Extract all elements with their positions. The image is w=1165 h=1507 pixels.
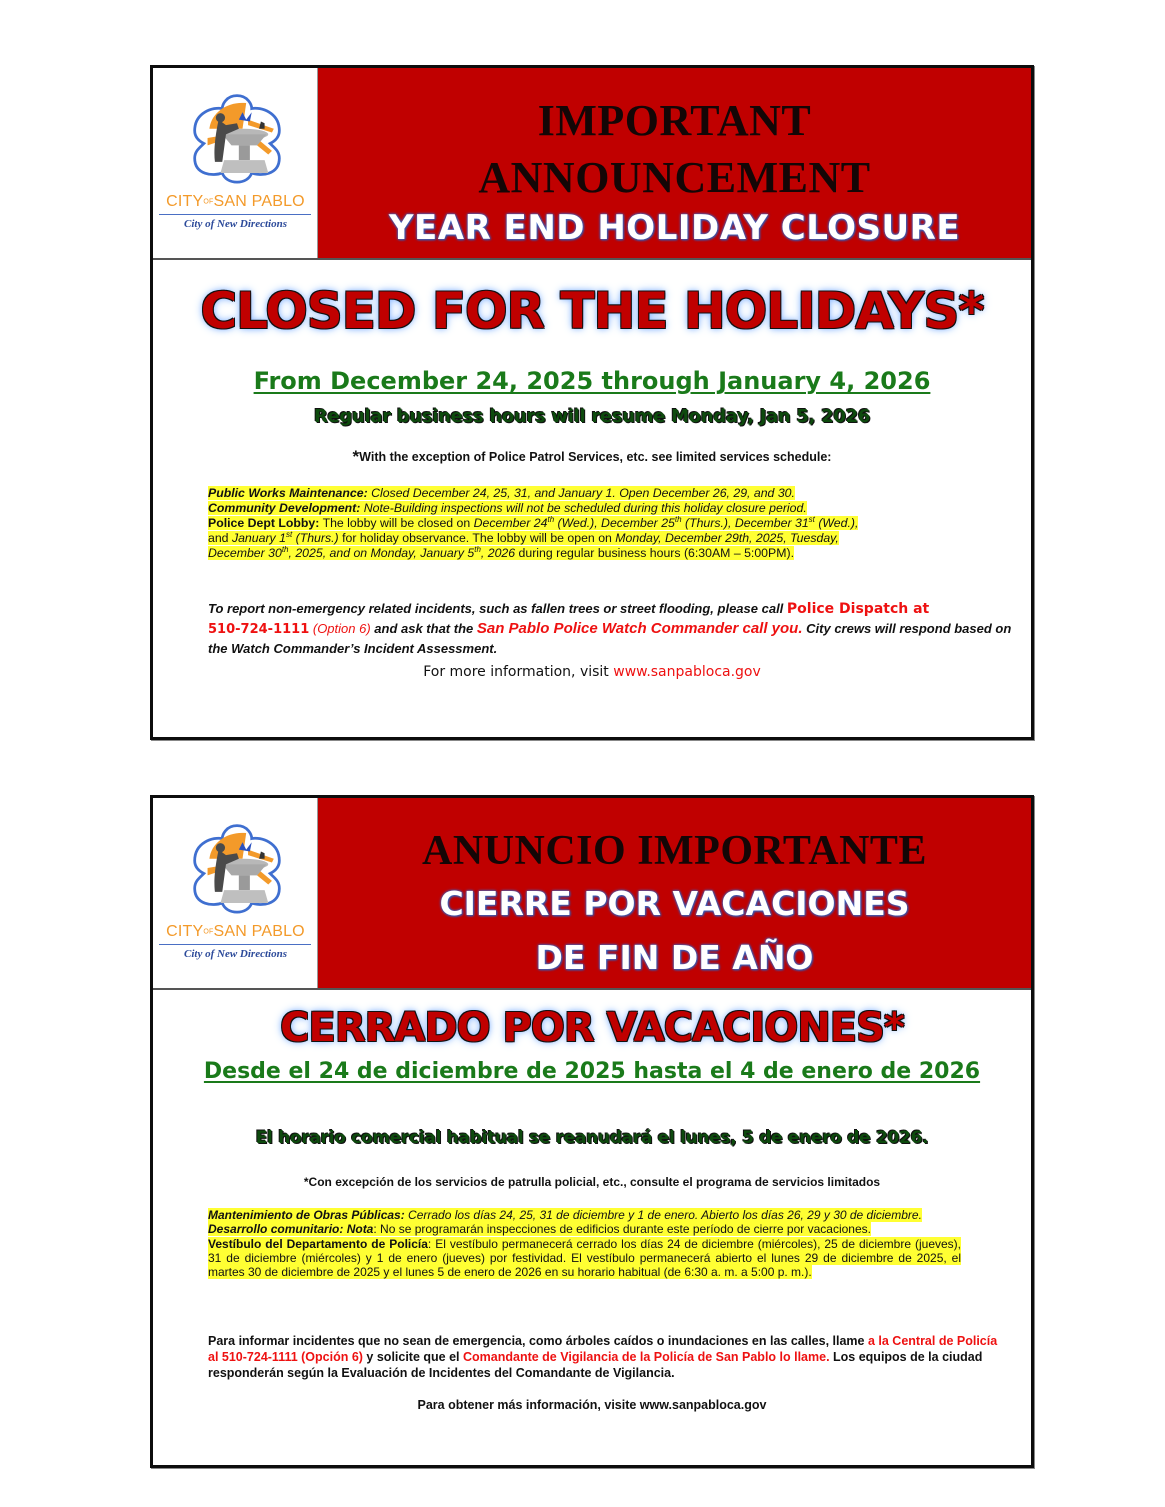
report-instructions: Para informar incidentes que no sean de emergencia, como árboles caídos o inundaciones en las calles, llame a la Central de Policía al 510-724-1111 (Opción 6) y solicite que el Comandante de Vigilancia de la Policía de San Pablo lo llame. Los equipos de la ciudad responderán según la Evaluación de Incidentes del Comandante de Vigilancia. xyxy=(208,1334,998,1380)
city-logo xyxy=(153,798,318,988)
date-range: From December 24, 2025 through January 4, 2026 xyxy=(253,367,931,395)
more-info: Para obtener más información, visite www.sanpabloca.gov xyxy=(417,1398,767,1412)
banner-line-1: ANUNCIO IMPORTANTE xyxy=(422,828,927,874)
logo-divider xyxy=(159,214,311,215)
dispatch-phone[interactable]: 510-724-1111 xyxy=(208,622,310,637)
logo-divider xyxy=(159,944,311,945)
fountain-emblem-icon xyxy=(191,822,283,914)
exception-note: *Con excepción de los servicios de patrulla policial, etc., consulte el programa de servicios limitados xyxy=(303,1175,881,1189)
exception-note: *With the exception of Police Patrol Services, etc. see limited services schedule: xyxy=(352,447,832,466)
notice-header xyxy=(153,798,1031,990)
resume-notice: El horario comercial habitual se reanudará el lunes, 5 de enero de 2026. xyxy=(255,1128,929,1148)
fountain-emblem-icon xyxy=(191,92,283,184)
schedule-public-works: Public Works Maintenance: Closed December 24, 25, 31, and January 1. Open December 26, 29, and 30. xyxy=(208,486,795,500)
date-range: Desde el 24 de diciembre de 2025 hasta el 4 de enero de 2026 xyxy=(203,1059,981,1084)
notice-english xyxy=(150,65,1034,740)
notice-spanish xyxy=(150,795,1034,1468)
schedule-police-lobby: Vestíbulo del Departamento de Policía: El vestíbulo permanecerá cerrado los días 24 de diciembre (miércoles), 25 de diciembre (jueves), 31 de diciembre (miércoles) y 1 de enero (jueves) por festividad. El vestíbulo permanecerá abierto el lunes 29 de diciembre de 2025, el martes 30 de diciembre de 2025 y el lunes 5 de enero de 2026 en su horario habitual (de 6:30 a. m. a 5:00 p. m.). xyxy=(208,1236,961,1280)
schedule-community-development: Desarrollo comunitario: Nota: No se programarán inspecciones de edificios durante este período de cierre por vacaciones. xyxy=(208,1222,871,1237)
banner-line-3: YEAR END HOLIDAY CLOSURE xyxy=(388,208,961,248)
banner-line-1: IMPORTANT xyxy=(537,96,812,145)
banner-line-3: DE FIN DE AÑO xyxy=(535,938,814,977)
logo-tagline: City of New Directions xyxy=(184,948,287,960)
logo-city-name: CITYOFSAN PABLO xyxy=(166,193,305,210)
logo-tagline: City of New Directions xyxy=(184,218,287,230)
banner-line-2: CIERRE POR VACACIONES xyxy=(439,884,910,923)
closed-title: CLOSED FOR THE HOLIDAYS* xyxy=(200,282,984,340)
dispatch-phone[interactable]: a la Central de Policía al 510-724-1111 (Opción 6) xyxy=(208,1334,998,1364)
closed-title: CERRADO POR VACACIONES* xyxy=(280,1005,904,1051)
schedule-public-works: Mantenimiento de Obras Públicas: Cerrado los días 24, 25, 31 de diciembre y 1 de enero. Abierto los días 26, 29 y 30 de diciembre. xyxy=(208,1208,922,1222)
limited-services-schedule xyxy=(208,486,951,561)
limited-services-schedule xyxy=(208,1208,961,1279)
website-link[interactable]: www.sanpabloca.gov xyxy=(613,664,761,680)
report-instructions: To report non-emergency related incidents, such as fallen trees or street flooding, please call Police Dispatch at 510-724-1111 (Option 6) and ask that the San Pablo Police Watch Commander call you. City crews will respond based on the Watch Commander’s Incident Assessment. xyxy=(208,601,1012,656)
watch-commander-request: Comandante de Vigilancia de la Policía de San Pablo lo llame. xyxy=(463,1350,830,1364)
resume-notice: Regular business hours will resume Monday, Jan 5, 2026 xyxy=(313,406,871,427)
announcement-banner xyxy=(318,798,1031,988)
schedule-community-development: Community Development: Note-Building inspections will not be scheduled during this holiday closure period. xyxy=(208,501,807,515)
dispatch-label: Police Dispatch at xyxy=(786,601,930,617)
more-info: For more information, visit www.sanpabloca.gov xyxy=(423,664,761,680)
logo-city-name: CITYOFSAN PABLO xyxy=(166,923,305,940)
city-logo xyxy=(153,68,318,258)
banner-line-2: ANNOUNCEMENT xyxy=(478,153,871,202)
watch-commander-request: San Pablo Police Watch Commander call you. xyxy=(476,620,803,637)
notice-header xyxy=(153,68,1031,260)
announcement-banner xyxy=(318,68,1031,258)
schedule-police-lobby: Police Dept Lobby: The lobby will be closed on December 24th (Wed.), December 25th (Thurs.), December 31st (Wed.), and January 1st (Thurs.) for holiday observance. The lobby will be open on Monday, December 29th, 2025, Tuesday, December 30th, 2025, and on Monday, January 5th, 2026 during regular business hours (6:30AM – 5:00PM). xyxy=(208,514,859,560)
